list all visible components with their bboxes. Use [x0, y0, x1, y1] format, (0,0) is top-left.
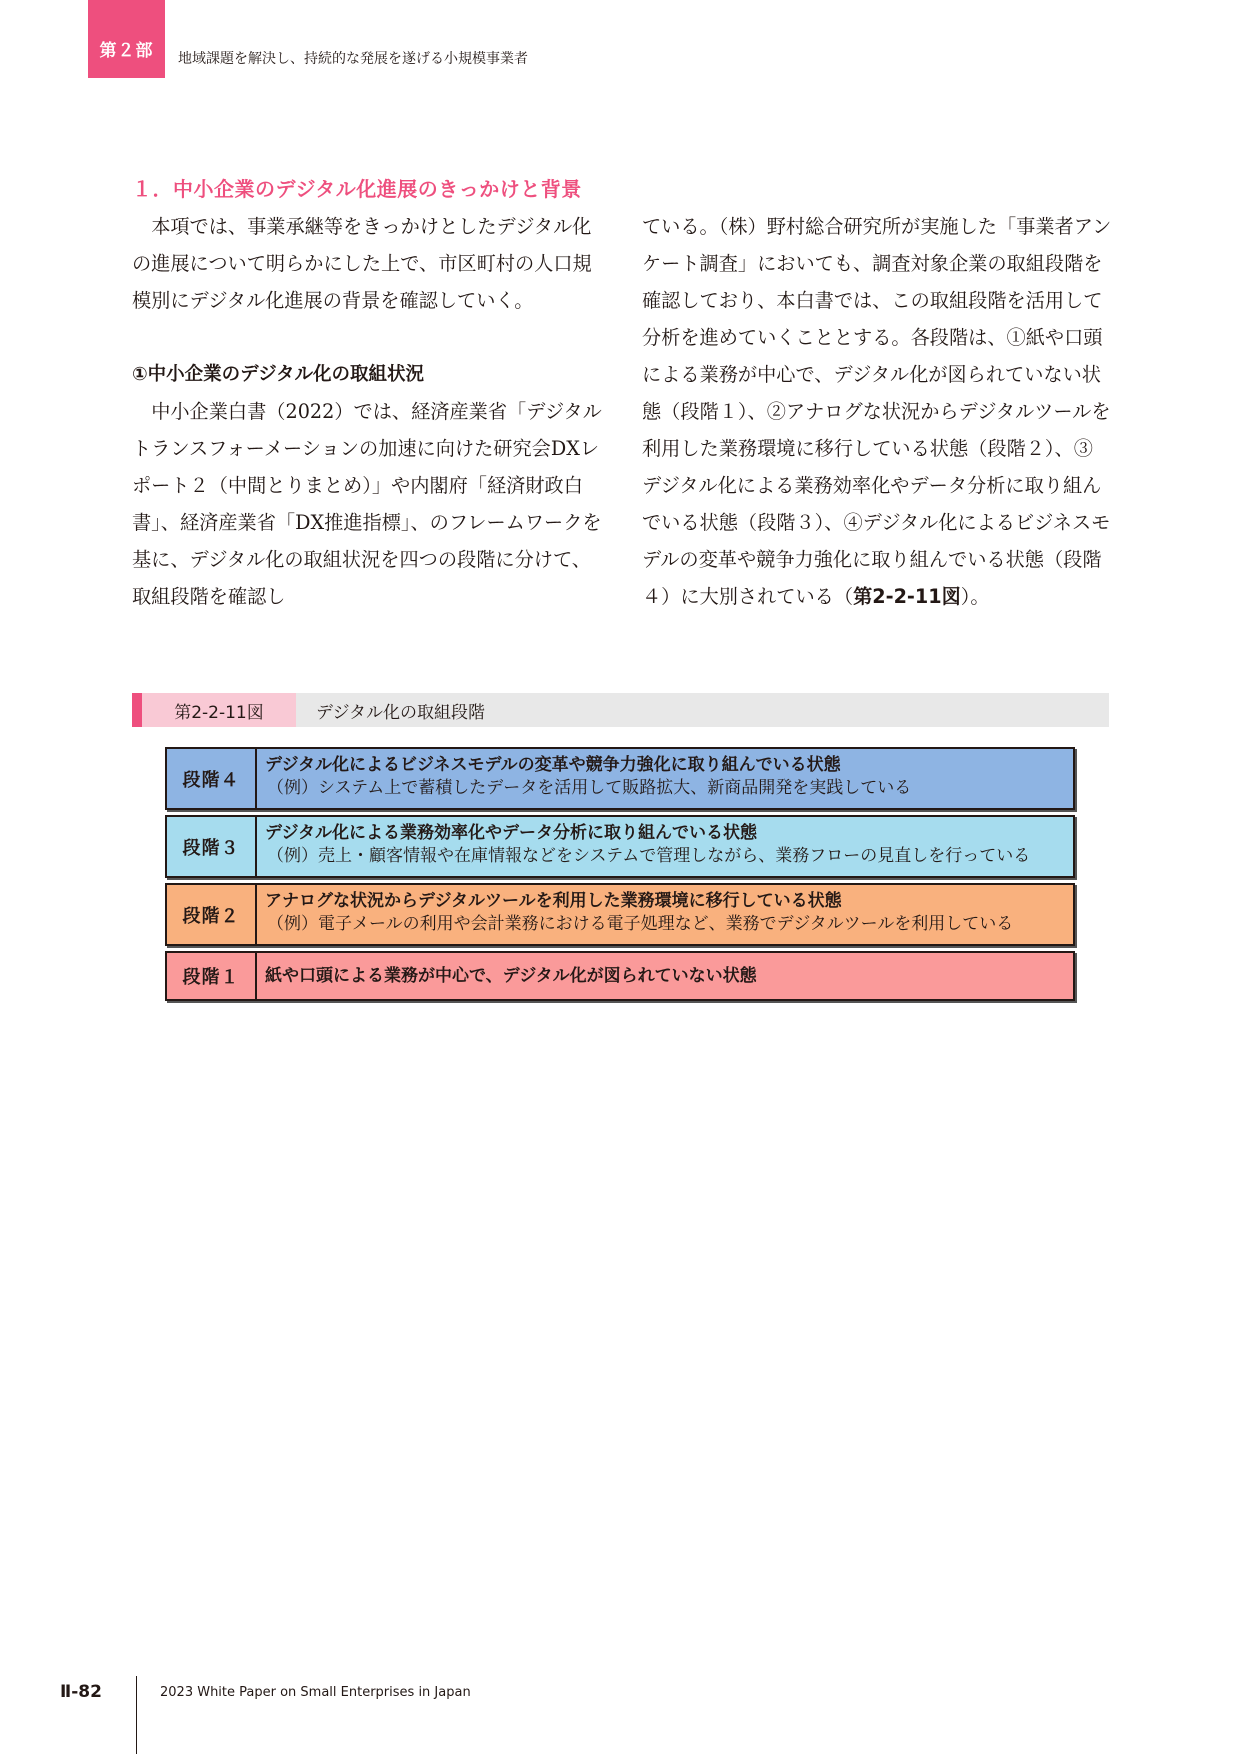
body-paragraph-right-text: ている。（株）野村総合研究所が実施した「事業者アンケート調査」においても、調査対象企業の取組段階を確認しており、本白書では、この取組段階を活用して分析を進めていくこととする。各段階は、①紙や口頭による業務が中心で、デジタル化が図られていない状態（段階１）、②アナログな状況からデジタルツールを利用した業務環境に移行している状態（段階２）、③デジタル化による業務効率化やデータ分析に取り組んでいる状態（段階３）、④デジタル化によるビジネスモデルの変革や競争力強化に取り組んでいる状態（段階４）に大別されている（ — [642, 215, 1112, 608]
body-paragraph-right — [642, 208, 1112, 615]
stage-body — [257, 953, 765, 999]
footer-divider — [136, 1676, 137, 1754]
figure-title: デジタル化の取組段階 — [316, 702, 485, 723]
figure-number: 第2-2-11図 — [142, 693, 296, 727]
stage-body — [257, 749, 919, 808]
page-number: Ⅱ-82 — [60, 1682, 102, 1702]
stage-3 — [165, 815, 1075, 878]
text-column-left — [132, 208, 602, 615]
stage-label: 段階１ — [167, 953, 257, 999]
part-tab — [88, 0, 165, 78]
stage-title: アナログな状況からデジタルツールを利用した業務環境に移行している状態 — [265, 891, 842, 911]
stage-diagram — [165, 747, 1075, 1006]
subheading: ①中小企業のデジタル化の取組状況 — [132, 364, 425, 385]
stage-title: デジタル化による業務効率化やデータ分析に取り組んでいる状態 — [265, 823, 757, 843]
stage-body — [257, 885, 1021, 944]
body-paragraph-right-end: ）。 — [960, 585, 990, 608]
section-heading: １．中小企業のデジタル化進展のきっかけと背景 — [132, 177, 582, 201]
publication-title: 2023 White Paper on Small Enterprises in Japan — [160, 1685, 471, 1700]
figure-reference: 第2-2-11図 — [853, 585, 961, 608]
text-column-right — [642, 208, 1112, 615]
stage-title: 紙や口頭による業務が中心で、デジタル化が図られていない状態 — [265, 965, 757, 986]
stage-2 — [165, 883, 1075, 946]
stage-example: （例）電子メールの利用や会計業務における電子処理など、業務でデジタルツールを利用している — [267, 914, 1014, 934]
stage-1 — [165, 951, 1075, 1001]
stage-example: （例）システム上で蓄積したデータを活用して販路拡大、新商品開発を実践している — [267, 778, 912, 798]
stage-4 — [165, 747, 1075, 810]
part-title: 地域課題を解決し、持続的な発展を遂げる小規模事業者 — [178, 51, 528, 67]
figure-caption-bar — [132, 693, 1109, 727]
body-paragraph-left: 中小企業白書（2022）では、経済産業省「デジタルトランスフォーメーションの加速に向けた研究会DXレポート２（中間とりまとめ）」や内閣府「経済財政白書」、経済産業省「DX推進指標」、のフレームワークを基に、デジタル化の取組状況を四つの段階に分けて、取組段階を確認し — [132, 400, 602, 608]
stage-label: 段階４ — [167, 749, 257, 808]
stage-body — [257, 817, 1038, 876]
stage-example: （例）売上・顧客情報や在庫情報などをシステムで管理しながら、業務フローの見直しを行っている — [267, 846, 1031, 866]
caption-accent — [132, 693, 142, 727]
stage-title: デジタル化によるビジネスモデルの変革や競争力強化に取り組んでいる状態 — [265, 755, 841, 775]
stage-label: 段階３ — [167, 817, 257, 876]
intro-paragraph: 本項では、事業承継等をきっかけとしたデジタル化の進展について明らかにした上で、市区町村の人口規模別にデジタル化進展の背景を確認していく。 — [132, 215, 592, 312]
part-label: 第２部 — [99, 41, 154, 61]
stage-label: 段階２ — [167, 885, 257, 944]
